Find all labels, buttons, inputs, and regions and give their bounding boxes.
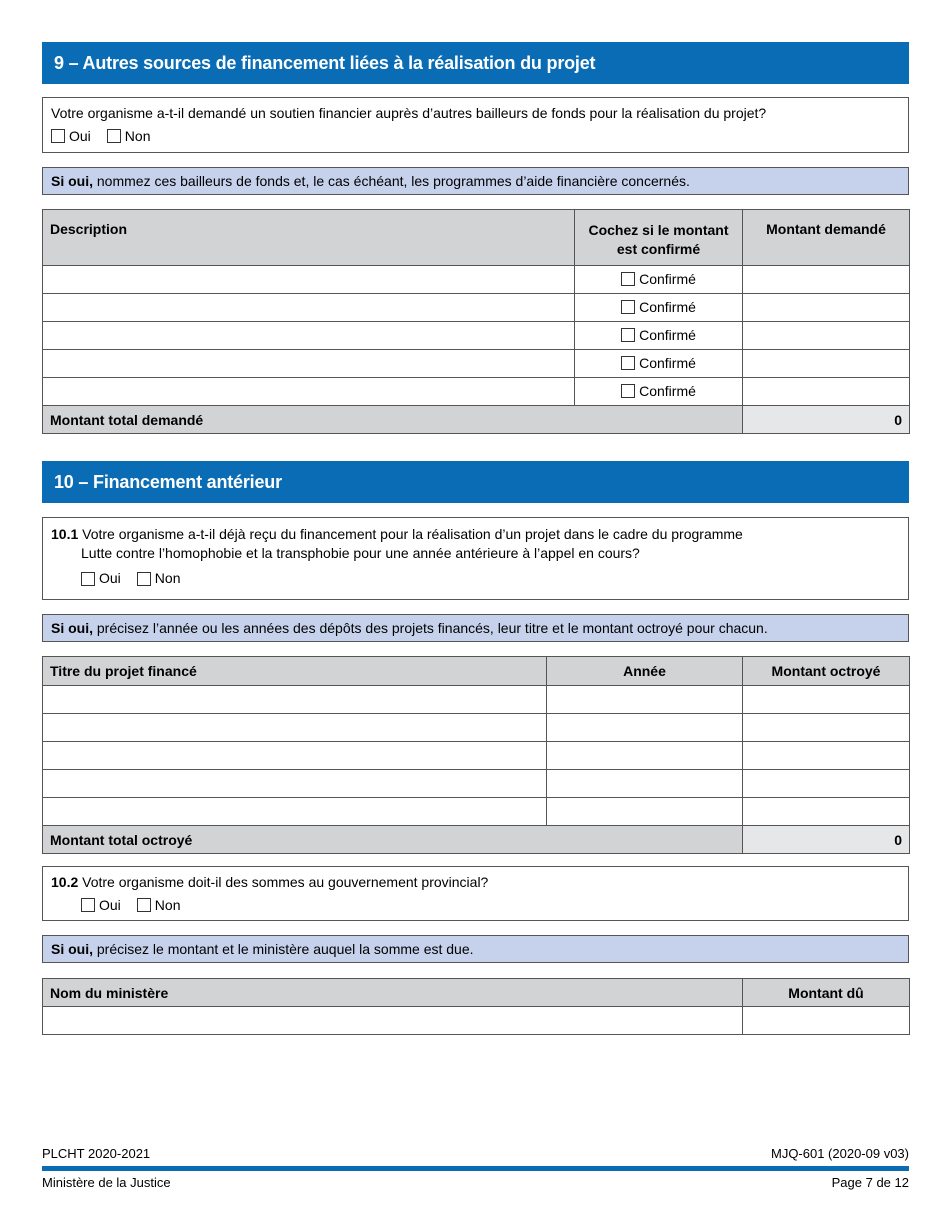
total-requested-value: 0: [743, 406, 910, 434]
confirm-label: Confirmé: [639, 382, 696, 399]
q10-2-non-checkbox[interactable]: [137, 898, 151, 912]
amount-input[interactable]: [743, 322, 910, 350]
q10-2-number: 10.2: [51, 874, 79, 890]
footer-form-code: MJQ-601 (2020-09 v03): [770, 1146, 909, 1161]
table-row: [43, 686, 910, 714]
q10-1-line2: Lutte contre l’homophobie et la transphobie pour une année antérieure à l’appel en cours?: [81, 545, 640, 561]
project-title-input[interactable]: [43, 686, 547, 714]
q9-oui-label: Oui: [69, 128, 91, 144]
table-row: [43, 714, 910, 742]
confirm-checkbox[interactable]: [621, 384, 635, 398]
q10-1-oui-option[interactable]: [81, 569, 121, 588]
col-project-title: Titre du projet financé: [43, 657, 547, 686]
project-title-input[interactable]: [43, 714, 547, 742]
question-10-2-box: [42, 866, 909, 921]
section-9-title: [42, 42, 909, 84]
year-input[interactable]: [547, 686, 743, 714]
table-row: [43, 266, 910, 294]
si-oui-10-2-bold: Si oui,: [51, 941, 93, 957]
confirm-cell: [575, 378, 743, 406]
si-oui-10-2-text: précisez le montant et le ministère auquel la somme est due.: [93, 941, 474, 957]
si-oui-9-note: [42, 167, 909, 195]
year-input[interactable]: [547, 798, 743, 826]
section-9-title-text: 9 – Autres sources de financement liées à la réalisation du projet: [54, 52, 596, 73]
ministry-input[interactable]: [43, 1007, 743, 1035]
table-row: [43, 294, 910, 322]
confirm-label: Confirmé: [639, 326, 696, 343]
description-input[interactable]: [43, 350, 575, 378]
q10-1-oui-checkbox[interactable]: [81, 572, 95, 586]
description-input[interactable]: [43, 266, 575, 294]
si-oui-10-1-note: [42, 614, 909, 642]
section-10-title-text: 10 – Financement antérieur: [54, 471, 282, 492]
description-input[interactable]: [43, 294, 575, 322]
q10-2-oui-option[interactable]: [81, 897, 121, 913]
q10-1-non-checkbox[interactable]: [137, 572, 151, 586]
total-granted-value: 0: [743, 826, 910, 854]
col-confirm: [575, 210, 743, 266]
total-granted-row: [43, 826, 910, 854]
table-row: [43, 742, 910, 770]
confirm-label: Confirmé: [639, 298, 696, 315]
col-ministry: Nom du ministère: [43, 979, 743, 1007]
si-oui-10-1-bold: Si oui,: [51, 620, 93, 636]
total-requested-row: [43, 406, 910, 434]
project-title-input[interactable]: [43, 742, 547, 770]
q9-oui-option[interactable]: [51, 128, 91, 144]
footer-divider: [42, 1166, 909, 1171]
total-requested-label: Montant total demandé: [43, 406, 743, 434]
q10-1-oui-label: Oui: [99, 570, 121, 586]
confirm-checkbox[interactable]: [621, 300, 635, 314]
amount-granted-input[interactable]: [743, 742, 910, 770]
table-row: [43, 350, 910, 378]
confirm-option[interactable]: [621, 327, 696, 343]
question-9-text: Votre organisme a-t-il demandé un soutien financier auprès d’autres bailleurs de fonds pour la réalisation du projet?: [51, 105, 767, 121]
confirm-checkbox[interactable]: [621, 328, 635, 342]
confirm-checkbox[interactable]: [621, 272, 635, 286]
amount-input[interactable]: [743, 294, 910, 322]
previous-funding-table: [42, 656, 910, 854]
confirm-checkbox[interactable]: [621, 356, 635, 370]
q10-1-number: 10.1: [51, 526, 79, 542]
confirm-cell: [575, 350, 743, 378]
confirm-label: Confirmé: [639, 354, 696, 371]
project-title-input[interactable]: [43, 770, 547, 798]
amount-granted-input[interactable]: [743, 714, 910, 742]
si-oui-9-bold: Si oui,: [51, 173, 93, 189]
description-input[interactable]: [43, 378, 575, 406]
q10-2-non-option[interactable]: [137, 897, 181, 913]
confirm-cell: [575, 266, 743, 294]
confirm-option[interactable]: [621, 271, 696, 287]
amount-granted-input[interactable]: [743, 770, 910, 798]
amount-input[interactable]: [743, 378, 910, 406]
total-granted-label: Montant total octroyé: [43, 826, 743, 854]
confirm-cell: [575, 322, 743, 350]
q10-2-non-label: Non: [154, 897, 181, 913]
table-row: [43, 798, 910, 826]
footer-ministry: Ministère de la Justice: [42, 1175, 171, 1190]
col-confirm-line1: Cochez si le montant: [588, 222, 729, 238]
table-row: [43, 770, 910, 798]
col-amount-due: Montant dû: [743, 979, 910, 1007]
confirm-label: Confirmé: [639, 270, 696, 287]
confirm-cell: [575, 294, 743, 322]
q10-1-non-label: Non: [154, 570, 181, 586]
year-input[interactable]: [547, 714, 743, 742]
q10-1-non-option[interactable]: [137, 569, 181, 588]
year-input[interactable]: [547, 742, 743, 770]
amount-input[interactable]: [743, 266, 910, 294]
col-year: Année: [547, 657, 743, 686]
project-title-input[interactable]: [43, 798, 547, 826]
q9-non-checkbox[interactable]: [107, 129, 121, 143]
confirm-option[interactable]: [621, 299, 696, 315]
col-description: Description: [43, 210, 575, 266]
q10-1-line1: Votre organisme a-t-il déjà reçu du financement pour la réalisation d’un projet dans le cadre du programme: [78, 526, 743, 542]
table-row: [43, 1007, 910, 1035]
q10-2-oui-checkbox[interactable]: [81, 898, 95, 912]
question-9-box: [42, 97, 909, 153]
si-oui-9-text: nommez ces bailleurs de fonds et, le cas échéant, les programmes d’aide financière concernés.: [93, 173, 690, 189]
amount-granted-input[interactable]: [743, 798, 910, 826]
debt-table: [42, 978, 910, 1035]
confirm-option[interactable]: [621, 355, 696, 371]
q9-non-label: Non: [124, 128, 151, 144]
funding-sources-table: [42, 209, 910, 434]
q10-2-oui-label: Oui: [99, 897, 121, 913]
question-10-1-box: [42, 517, 909, 600]
confirm-option[interactable]: [621, 383, 696, 399]
si-oui-10-2-note: [42, 935, 909, 963]
q9-oui-checkbox[interactable]: [51, 129, 65, 143]
amount-due-input[interactable]: [743, 1007, 910, 1035]
q9-non-option[interactable]: [107, 128, 151, 144]
section-10-title: [42, 461, 909, 503]
col-amount-requested: Montant demandé: [743, 210, 910, 266]
amount-granted-input[interactable]: [743, 686, 910, 714]
amount-input[interactable]: [743, 350, 910, 378]
description-input[interactable]: [43, 322, 575, 350]
col-amount-granted: Montant octroyé: [743, 657, 910, 686]
q10-2-text: Votre organisme doit-il des sommes au gouvernement provincial?: [78, 874, 489, 890]
footer-program: PLCHT 2020-2021: [42, 1146, 151, 1161]
table-row: [43, 322, 910, 350]
col-confirm-line2: est confirmé: [616, 241, 701, 257]
footer-page-number: Page 7 de 12: [831, 1175, 909, 1190]
table-row: [43, 378, 910, 406]
year-input[interactable]: [547, 770, 743, 798]
si-oui-10-1-text: précisez l’année ou les années des dépôts des projets financés, leur titre et le montant octroyé pour chacun.: [93, 620, 768, 636]
